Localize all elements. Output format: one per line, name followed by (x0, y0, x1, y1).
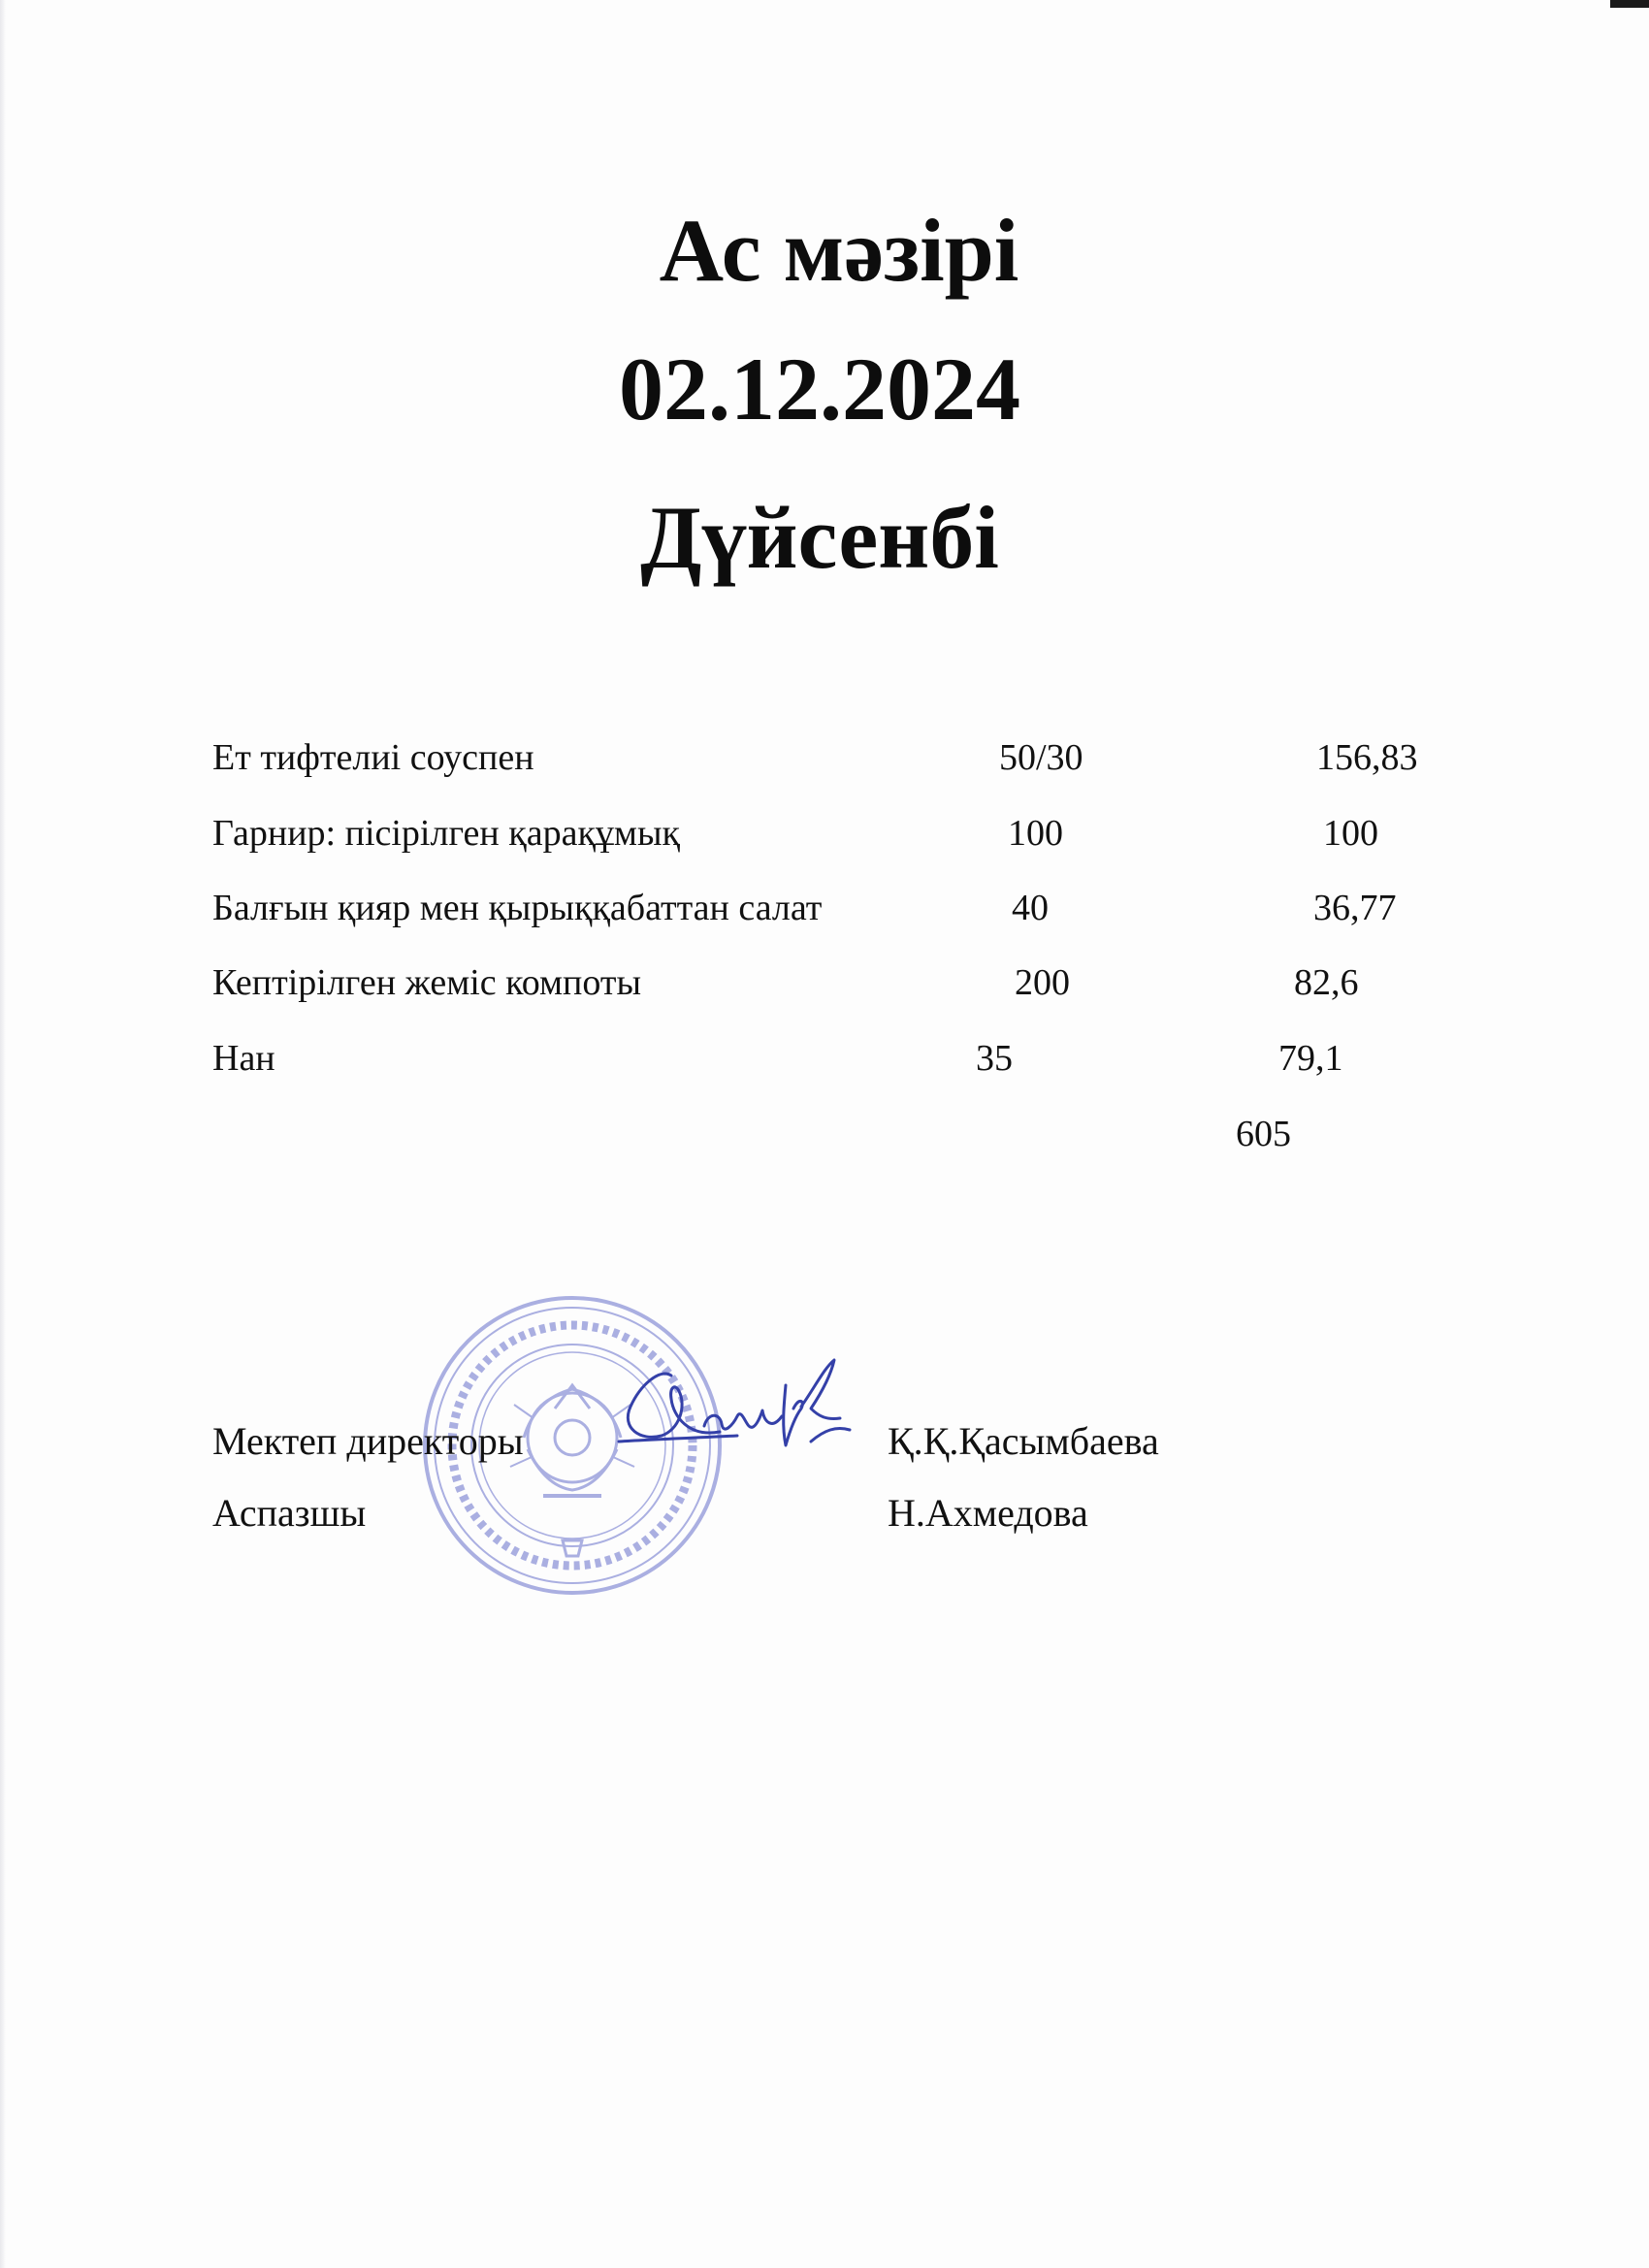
menu-item-name: Гарнир: пісірілген қарақұмық (212, 813, 680, 854)
menu-total: 605 (1236, 1114, 1291, 1154)
menu-item-calories: 100 (1323, 813, 1378, 854)
menu-item-name: Балғын қияр мен қырыққабаттан салат (212, 888, 823, 928)
document-date: 02.12.2024 (619, 340, 1020, 438)
menu-item-portion: 200 (1015, 962, 1070, 1003)
director-signature-icon (611, 1348, 873, 1465)
director-name: Қ.Қ.Қасымбаева (888, 1419, 1159, 1463)
menu-item-portion: 40 (1012, 888, 1049, 928)
menu-item-calories: 156,83 (1316, 737, 1418, 778)
menu-item-portion: 35 (976, 1038, 1013, 1079)
menu-item-calories: 79,1 (1278, 1038, 1343, 1079)
menu-item-calories: 82,6 (1294, 962, 1359, 1003)
menu-item-name: Нан (212, 1038, 275, 1079)
document-title: Ас мәзірі (659, 201, 1019, 300)
cook-role-label: Аспазшы (212, 1491, 367, 1535)
menu-item-portion: 100 (1008, 813, 1063, 854)
director-role-label: Мектеп директоры (212, 1419, 524, 1463)
document-weekday: Дүйсенбі (640, 488, 999, 587)
menu-item-calories: 36,77 (1313, 888, 1397, 928)
cook-name: Н.Ахмедова (888, 1491, 1088, 1535)
menu-item-portion: 50/30 (999, 737, 1083, 778)
menu-item-name: Ет тифтелиі соуспен (212, 737, 534, 778)
menu-item-name: Кептірілген жеміс компоты (212, 962, 641, 1003)
